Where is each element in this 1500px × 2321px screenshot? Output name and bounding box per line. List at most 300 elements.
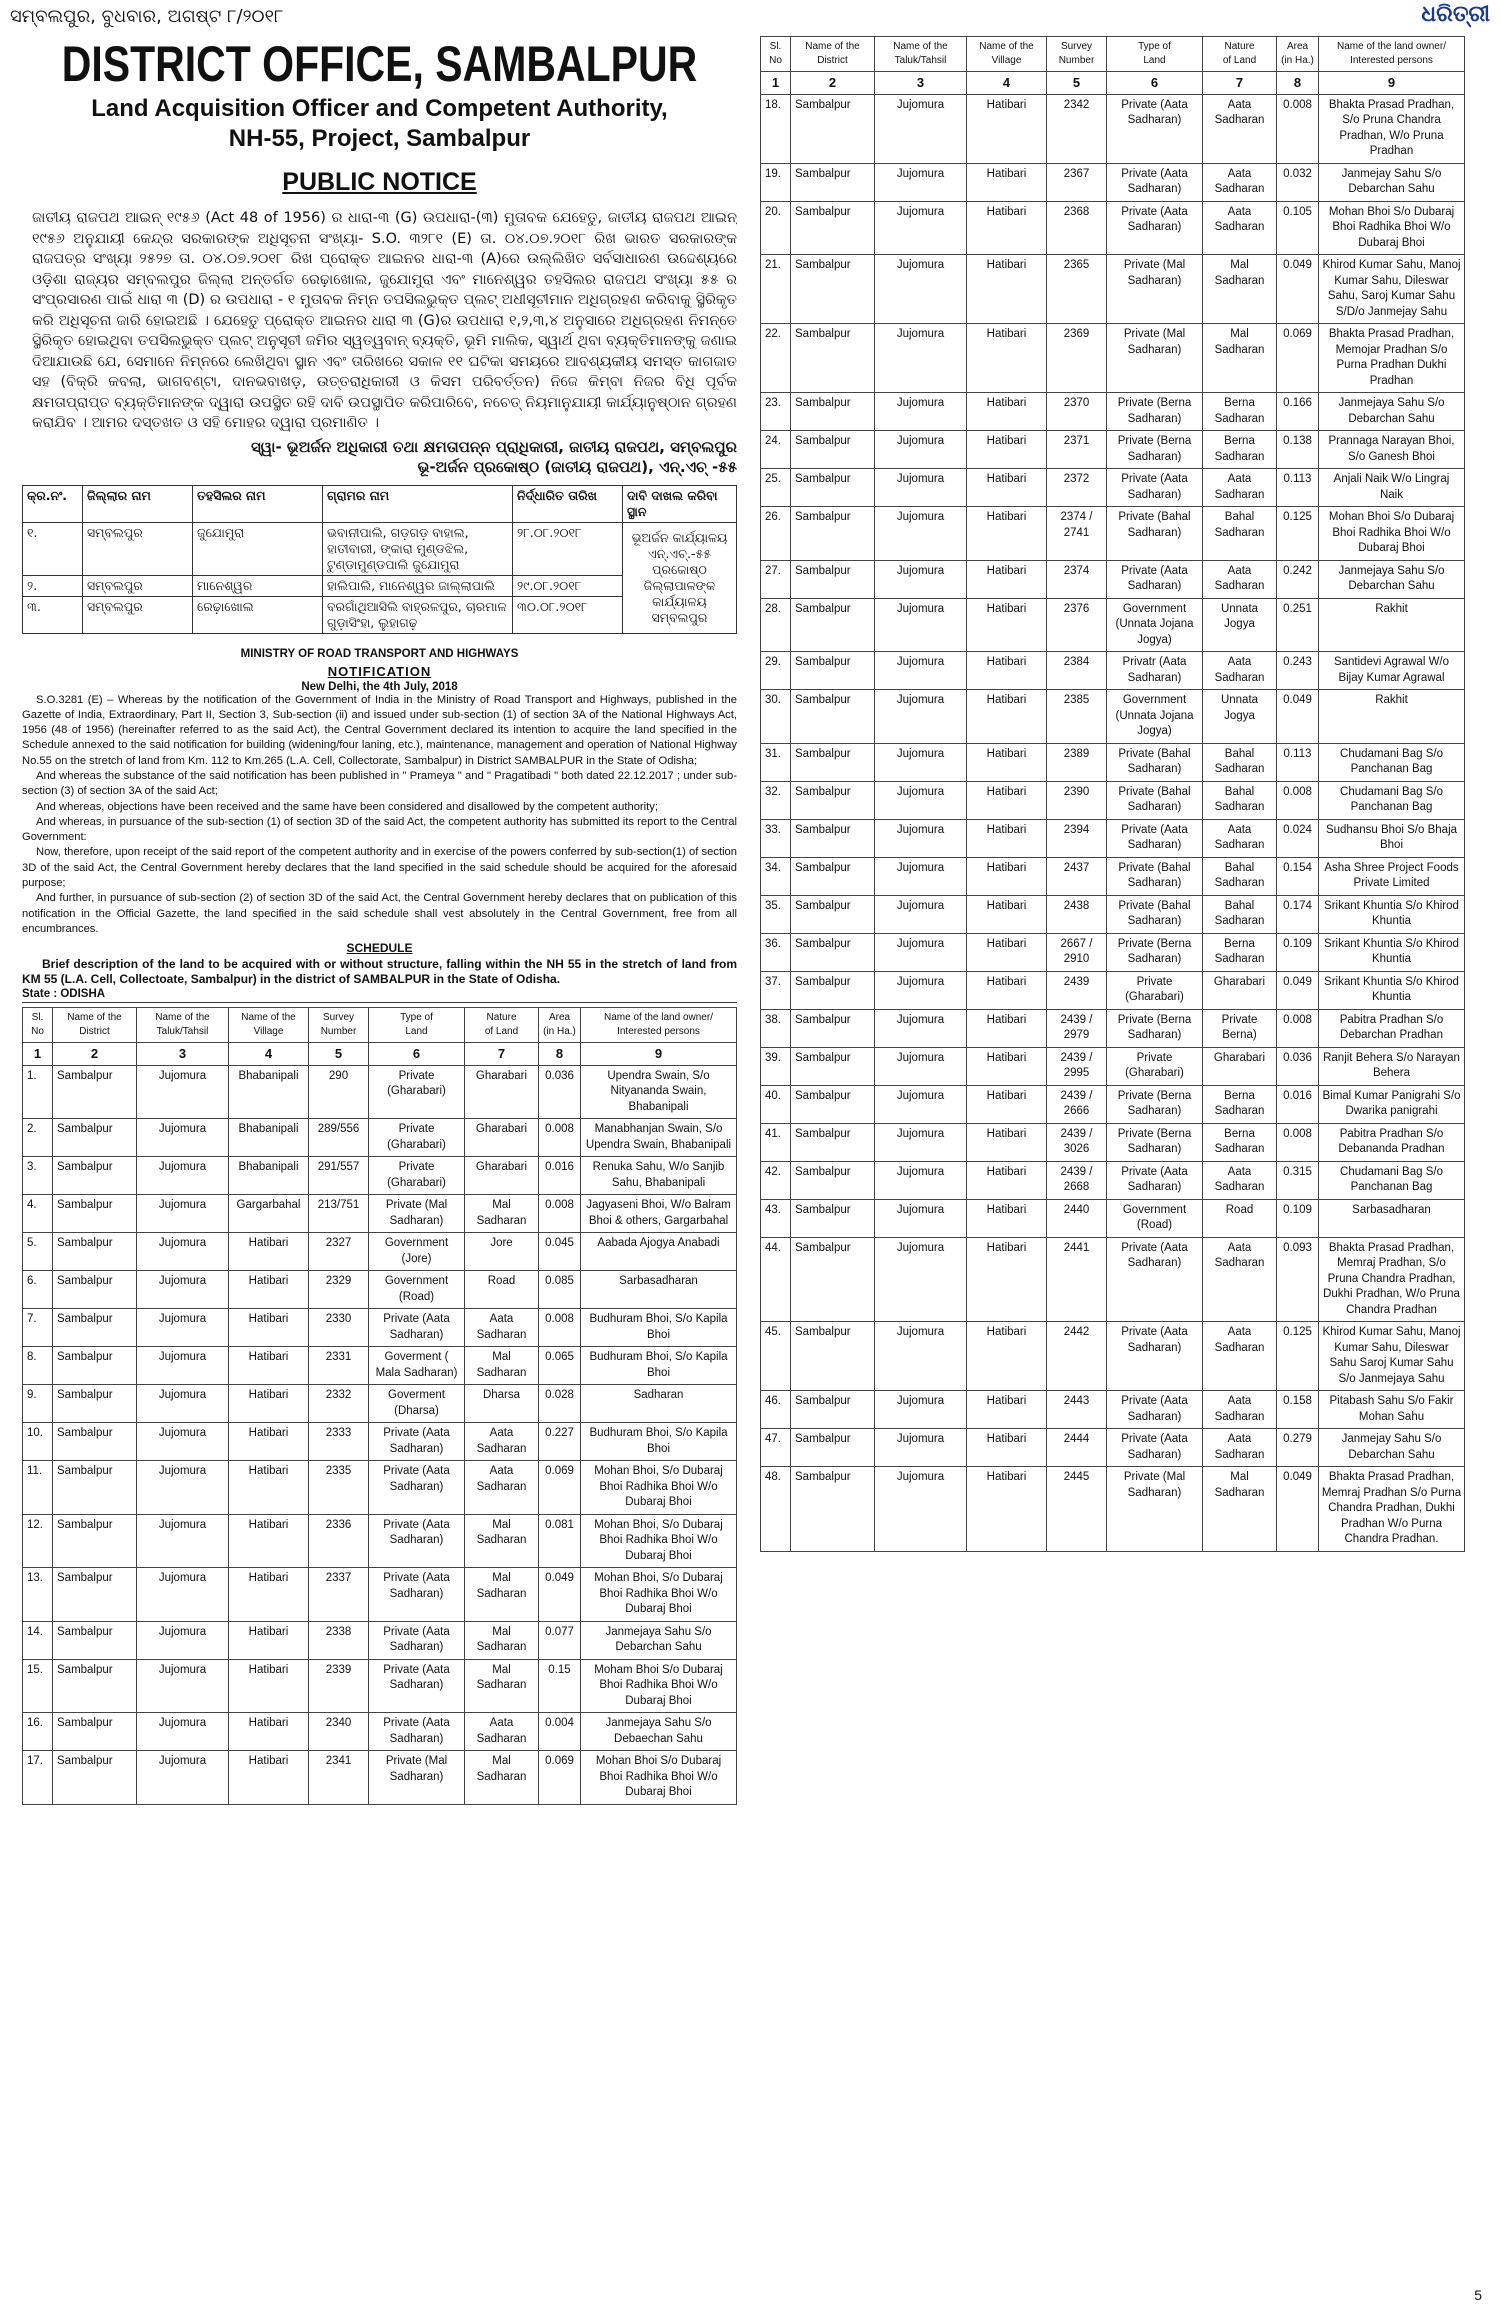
schedule-cell-village: Bhabanipali <box>229 1157 309 1195</box>
schedule-cell-tahsil: Jujomura <box>875 163 967 201</box>
schedule-column-header <box>23 1008 53 1043</box>
schedule-cell-type: Private (Mal Sadharan) <box>369 1751 465 1805</box>
schedule-cell-owner: Janmejay Sahu S/o Debarchan Sahu <box>1319 163 1465 201</box>
schedule-cell-owner: Bhakta Prasad Pradhan, Memraj Pradhan, S/o Pruna Chandra Pradhan, Dukhi Pradhan, W/o Pruna Chandra Pradhan <box>1319 1237 1465 1322</box>
schedule-cell-tahsil: Jujomura <box>137 1423 229 1461</box>
schedule-header-line1: Name of the land owner/ <box>1337 41 1446 52</box>
schedule-header-line2: District <box>79 1026 110 1038</box>
schedule-cell-tahsil: Jujomura <box>875 469 967 507</box>
office-subtitle-line2: NH-55, Project, Sambalpur <box>228 125 531 152</box>
schedule-header-line1: Sl. <box>31 1012 44 1024</box>
schedule-cell-nature: Gharabari <box>465 1065 539 1119</box>
schedule-cell-tahsil: Jujomura <box>137 1271 229 1309</box>
schedule-cell-owner: Mohan Bhoi, S/o Dubaraj Bhoi Radhika Bhoi W/o Dubaraj Bhoi <box>581 1514 737 1568</box>
schedule-cell-district: Sambalpur <box>791 1199 875 1237</box>
schedule-cell-nature: Aata Sadharan <box>465 1461 539 1515</box>
schedule-cell-type: Private (Aata Sadharan) <box>1107 1161 1203 1199</box>
odia-column-header: ଗ୍ରାମର ନାମ <box>323 485 513 522</box>
schedule-cell-sl: 21. <box>761 255 791 324</box>
schedule-cell-village: Hatibari <box>229 1309 309 1347</box>
schedule-cell-survey: 2439 / 2995 <box>1047 1047 1107 1085</box>
schedule-column-header <box>791 37 875 72</box>
schedule-cell-type: Private (Aata Sadharan) <box>1107 163 1203 201</box>
schedule-cell-owner: Rakhit <box>1319 598 1465 652</box>
schedule-cell-owner: Manabhanjan Swain, S/o Upendra Swain, Bhabanipali <box>581 1119 737 1157</box>
schedule-header-line1: Type of <box>1138 41 1171 52</box>
schedule-header-line2: Number <box>1058 55 1095 66</box>
schedule-cell-sl: 40. <box>761 1085 791 1123</box>
schedule-cell-type: Government (Jore) <box>369 1233 465 1271</box>
schedule-cell-tahsil: Jujomura <box>137 1713 229 1751</box>
schedule-cell-owner: Prannaga Narayan Bhoi, S/o Ganesh Bhoi <box>1319 431 1465 469</box>
schedule-row <box>23 1514 737 1568</box>
dateline: ସମ୍ବଲପୁର, ବୁଧବାର, ଅଗଷ୍ଟ ୮/୨୦୧୮ <box>10 6 284 27</box>
schedule-cell-sl: 8. <box>23 1347 53 1385</box>
schedule-cell-district: Sambalpur <box>791 933 875 971</box>
schedule-row <box>761 1237 1465 1322</box>
schedule-cell-village: Hatibari <box>967 1047 1047 1085</box>
schedule-cell-nature: Mal Sadharan <box>465 1751 539 1805</box>
schedule-cell-type: Government (Unnata Jojana Jogya) <box>1107 690 1203 744</box>
schedule-header-line2: Taluk/Tahsil <box>894 55 947 66</box>
schedule-cell-district: Sambalpur <box>791 1009 875 1047</box>
schedule-cell-type: Private (Aata Sadharan) <box>369 1568 465 1622</box>
schedule-column-number: 8 <box>539 1043 581 1066</box>
schedule-cell-area: 0.081 <box>539 1514 581 1568</box>
schedule-cell-district: Sambalpur <box>791 560 875 598</box>
schedule-cell-village: Hatibari <box>229 1621 309 1659</box>
schedule-cell-area: 0.242 <box>1277 560 1319 598</box>
schedule-cell-owner: Asha Shree Project Foods Private Limited <box>1319 857 1465 895</box>
schedule-cell-owner: Pabitra Pradhan S/o Debarchan Pradhan <box>1319 1009 1465 1047</box>
odia-column-header: କ୍ର.ନଂ. <box>23 485 83 522</box>
schedule-row <box>761 393 1465 431</box>
schedule-cell-district: Sambalpur <box>791 652 875 690</box>
notification-heading: NOTIFICATION <box>327 663 432 679</box>
schedule-cell-owner: Bhakta Prasad Pradhan, Memraj Pradhan S/o Purna Chandra Pradhan, Dukhi Pradhan W/o Purna Chandra Pradhan. <box>1319 1467 1465 1552</box>
schedule-cell-village: Hatibari <box>967 1391 1047 1429</box>
schedule-cell-nature: Aata Sadharan <box>1203 469 1277 507</box>
schedule-cell-survey: 2370 <box>1047 393 1107 431</box>
schedule-cell-village: Hatibari <box>967 163 1047 201</box>
schedule-cell-village: Hatibari <box>967 1085 1047 1123</box>
schedule-cell-village: Hatibari <box>967 507 1047 561</box>
schedule-cell-type: Private (Bahal Sadharan) <box>1107 895 1203 933</box>
schedule-cell-area: 0.15 <box>539 1659 581 1713</box>
schedule-cell-area: 0.113 <box>1277 743 1319 781</box>
schedule-cell-type: Private (Berna Sadharan) <box>1107 431 1203 469</box>
schedule-column-number-row <box>761 72 1465 95</box>
schedule-cell-survey: 213/751 <box>309 1195 369 1233</box>
schedule-header-line1: Name of the <box>805 41 860 52</box>
schedule-cell-owner: Jagyaseni Bhoi, W/o Balram Bhoi & others, Gargarbahal <box>581 1195 737 1233</box>
schedule-cell-type: Private (Aata Sadharan) <box>1107 1429 1203 1467</box>
schedule-header-line1: Type of <box>400 1012 433 1024</box>
office-subtitle-line1: Land Acquisition Officer and Competent Authority, <box>91 95 668 122</box>
odia-signature <box>22 437 737 477</box>
schedule-cell-owner: Chudamani Bag S/o Panchanan Bag <box>1319 781 1465 819</box>
schedule-cell-sl: 29. <box>761 652 791 690</box>
schedule-cell-nature: Gharabari <box>1203 971 1277 1009</box>
odia-cell-villages: ବରଗାଁଥିଆସିଲି ବାହ୍ରଳପୁର, ଚାରମାଳ ଗୁଡ଼ାସିଂହା, ଲୁହାଗଢ଼ <box>323 596 513 633</box>
schedule-cell-district: Sambalpur <box>791 201 875 255</box>
schedule-cell-type: Private (Gharabari) <box>1107 971 1203 1009</box>
schedule-cell-survey: 2369 <box>1047 324 1107 393</box>
schedule-cell-owner: Sarbasadharan <box>581 1271 737 1309</box>
schedule-cell-owner: Pabitra Pradhan S/o Debananda Pradhan <box>1319 1123 1465 1161</box>
notification-place-date: New Delhi, the 4th July, 2018 <box>301 680 458 693</box>
schedule-cell-owner: Sadharan <box>581 1385 737 1423</box>
schedule-cell-type: Private (Mal Sadharan) <box>1107 1467 1203 1552</box>
schedule-header-line1: Nature <box>486 1012 517 1024</box>
odia-signature-line2: ଭୂ-ଅର୍ଜନ ପ୍ରକୋଷ୍ଠ (ଜାତୀୟ ରାଜପଥ), ଏନ୍.ଏଚ୍ -୫୫ <box>417 457 737 476</box>
schedule-cell-type: Private (Aata Sadharan) <box>369 1309 465 1347</box>
schedule-cell-owner: Bhakta Prasad Pradhan, Memojar Pradhan S/o Purna Pradhan Dukhi Pradhan <box>1319 324 1465 393</box>
left-column <box>22 36 737 2286</box>
odia-cell-no: ୩. <box>23 596 83 633</box>
schedule-cell-owner: Renuka Sahu, W/o Sanjib Sahu, Bhabanipali <box>581 1157 737 1195</box>
schedule-cell-owner: Moham Bhoi S/o Dubaraj Bhoi Radhika Bhoi W/o Dubaraj Bhoi <box>581 1659 737 1713</box>
schedule-column-number: 7 <box>465 1043 539 1066</box>
schedule-column-number: 3 <box>875 72 967 95</box>
schedule-cell-type: Private (Aata Sadharan) <box>1107 560 1203 598</box>
schedule-cell-area: 0.049 <box>1277 971 1319 1009</box>
schedule-column-header <box>369 1008 465 1043</box>
schedule-row <box>761 94 1465 163</box>
schedule-cell-nature: Bahal Sadharan <box>1203 895 1277 933</box>
schedule-cell-district: Sambalpur <box>53 1385 137 1423</box>
schedule-row <box>761 163 1465 201</box>
schedule-cell-type: Government (Road) <box>369 1271 465 1309</box>
odia-signature-line1: ସ୍ୱା- ଭୂଅର୍ଜନ ଅଧିକାରୀ ତଥା କ୍ଷମତାପନ୍ନ ପ୍ରାଧିକାରୀ, ଜାତୀୟ ରାଜପଥ, ସମ୍ବଲପୁର <box>250 437 737 456</box>
schedule-cell-type: Private (Bahal Sadharan) <box>1107 507 1203 561</box>
schedule-cell-nature: Bahal Sadharan <box>1203 857 1277 895</box>
schedule-cell-district: Sambalpur <box>53 1659 137 1713</box>
schedule-cell-village: Bhabanipali <box>229 1119 309 1157</box>
schedule-cell-nature: Aata Sadharan <box>1203 201 1277 255</box>
schedule-cell-survey: 2371 <box>1047 431 1107 469</box>
odia-hearing-table <box>22 485 737 634</box>
schedule-cell-owner: Mohan Bhoi S/o Dubaraj Bhoi Radhika Bhoi W/o Dubaraj Bhoi <box>1319 507 1465 561</box>
schedule-cell-area: 0.008 <box>539 1119 581 1157</box>
schedule-column-number: 6 <box>369 1043 465 1066</box>
schedule-header-row <box>761 37 1465 72</box>
schedule-cell-village: Hatibari <box>229 1233 309 1271</box>
schedule-cell-sl: 11. <box>23 1461 53 1515</box>
schedule-cell-type: Goverment ( Mala Sadharan) <box>369 1347 465 1385</box>
schedule-cell-village: Hatibari <box>967 255 1047 324</box>
schedule-cell-district: Sambalpur <box>791 743 875 781</box>
schedule-cell-sl: 12. <box>23 1514 53 1568</box>
schedule-cell-area: 0.016 <box>539 1157 581 1195</box>
schedule-cell-tahsil: Jujomura <box>875 971 967 1009</box>
schedule-cell-survey: 2440 <box>1047 1199 1107 1237</box>
schedule-column-header <box>1277 37 1319 72</box>
schedule-cell-area: 0.008 <box>1277 781 1319 819</box>
schedule-cell-type: Private (Aata Sadharan) <box>369 1423 465 1461</box>
schedule-cell-area: 0.065 <box>539 1347 581 1385</box>
schedule-cell-owner: Budhuram Bhoi, S/o Kapila Bhoi <box>581 1423 737 1461</box>
schedule-cell-type: Private (Berna Sadharan) <box>1107 1123 1203 1161</box>
schedule-cell-survey: 2445 <box>1047 1467 1107 1552</box>
schedule-cell-district: Sambalpur <box>791 781 875 819</box>
schedule-column-header <box>1107 37 1203 72</box>
schedule-row <box>23 1119 737 1157</box>
schedule-cell-district: Sambalpur <box>791 1085 875 1123</box>
schedule-cell-sl: 9. <box>23 1385 53 1423</box>
schedule-cell-nature: Unnata Jogya <box>1203 598 1277 652</box>
schedule-cell-owner: Mohan Bhoi, S/o Dubaraj Bhoi Radhika Bhoi W/o Dubaraj Bhoi <box>581 1568 737 1622</box>
schedule-cell-owner: Janmejaya Sahu S/o Debarchan Sahu <box>1319 560 1465 598</box>
schedule-cell-sl: 17. <box>23 1751 53 1805</box>
schedule-cell-nature: Berna Sadharan <box>1203 1085 1277 1123</box>
schedule-column-header <box>465 1008 539 1043</box>
schedule-cell-area: 0.049 <box>1277 1467 1319 1552</box>
schedule-cell-sl: 28. <box>761 598 791 652</box>
schedule-cell-nature: Gharabari <box>465 1119 539 1157</box>
schedule-cell-type: Private (Bahal Sadharan) <box>1107 743 1203 781</box>
schedule-row <box>761 1085 1465 1123</box>
schedule-header-line2: Taluk/Tahsil <box>156 1026 209 1038</box>
schedule-cell-owner: Chudamani Bag S/o Panchanan Bag <box>1319 1161 1465 1199</box>
schedule-cell-type: Private (Berna Sadharan) <box>1107 1085 1203 1123</box>
schedule-row <box>23 1621 737 1659</box>
schedule-cell-district: Sambalpur <box>791 1161 875 1199</box>
schedule-cell-area: 0.036 <box>1277 1047 1319 1085</box>
schedule-cell-owner: Budhuram Bhoi, S/o Kapila Bhoi <box>581 1309 737 1347</box>
schedule-cell-nature: Aata Sadharan <box>1203 1161 1277 1199</box>
schedule-cell-survey: 2384 <box>1047 652 1107 690</box>
schedule-heading: SCHEDULE <box>346 941 413 956</box>
schedule-column-header <box>53 1008 137 1043</box>
schedule-cell-village: Hatibari <box>967 743 1047 781</box>
schedule-cell-survey: 289/556 <box>309 1119 369 1157</box>
schedule-cell-sl: 31. <box>761 743 791 781</box>
schedule-cell-sl: 45. <box>761 1322 791 1391</box>
schedule-header-line2: District <box>817 55 848 66</box>
schedule-cell-type: Private (Gharabari) <box>369 1065 465 1119</box>
schedule-cell-sl: 35. <box>761 895 791 933</box>
schedule-cell-village: Hatibari <box>967 690 1047 744</box>
schedule-cell-village: Hatibari <box>229 1385 309 1423</box>
schedule-cell-district: Sambalpur <box>791 971 875 1009</box>
schedule-cell-nature: Aata Sadharan <box>1203 1322 1277 1391</box>
schedule-cell-area: 0.036 <box>539 1065 581 1119</box>
schedule-cell-village: Hatibari <box>967 933 1047 971</box>
schedule-cell-survey: 2376 <box>1047 598 1107 652</box>
schedule-cell-sl: 32. <box>761 781 791 819</box>
schedule-cell-type: Private (Berna Sadharan) <box>1107 933 1203 971</box>
schedule-cell-sl: 14. <box>23 1621 53 1659</box>
schedule-header-line1: Sl. <box>769 41 782 52</box>
schedule-cell-nature: Mal Sadharan <box>465 1659 539 1713</box>
schedule-cell-district: Sambalpur <box>53 1713 137 1751</box>
schedule-cell-type: Government (Road) <box>1107 1199 1203 1237</box>
schedule-cell-survey: 2667 / 2910 <box>1047 933 1107 971</box>
schedule-cell-district: Sambalpur <box>53 1195 137 1233</box>
schedule-cell-district: Sambalpur <box>53 1271 137 1309</box>
schedule-cell-tahsil: Jujomura <box>875 431 967 469</box>
schedule-cell-area: 0.158 <box>1277 1391 1319 1429</box>
schedule-cell-owner: Aabada Ajogya Anabadi <box>581 1233 737 1271</box>
schedule-row <box>23 1423 737 1461</box>
schedule-cell-tahsil: Jujomura <box>875 94 967 163</box>
schedule-cell-village: Hatibari <box>967 431 1047 469</box>
schedule-cell-village: Bhabanipali <box>229 1065 309 1119</box>
schedule-cell-nature: Jore <box>465 1233 539 1271</box>
schedule-column-header <box>539 1008 581 1043</box>
schedule-column-number: 1 <box>23 1043 53 1066</box>
schedule-row <box>761 1047 1465 1085</box>
schedule-cell-sl: 25. <box>761 469 791 507</box>
schedule-cell-area: 0.049 <box>1277 255 1319 324</box>
schedule-cell-sl: 47. <box>761 1429 791 1467</box>
schedule-cell-sl: 27. <box>761 560 791 598</box>
schedule-cell-nature: Mal Sadharan <box>465 1195 539 1233</box>
schedule-cell-type: Goverment (Dharsa) <box>369 1385 465 1423</box>
schedule-cell-tahsil: Jujomura <box>875 560 967 598</box>
schedule-cell-village: Hatibari <box>967 94 1047 163</box>
schedule-cell-owner: Bhakta Prasad Pradhan, S/o Pruna Chandra Pradhan, W/o Pruna Pradhan <box>1319 94 1465 163</box>
ministry-name: MINISTRY OF ROAD TRANSPORT AND HIGHWAYS <box>240 647 519 660</box>
schedule-cell-type: Private (Aata Sadharan) <box>1107 1322 1203 1391</box>
schedule-cell-tahsil: Jujomura <box>137 1621 229 1659</box>
schedule-cell-sl: 38. <box>761 1009 791 1047</box>
schedule-cell-survey: 291/557 <box>309 1157 369 1195</box>
schedule-cell-tahsil: Jujomura <box>875 201 967 255</box>
schedule-header-line2: Number <box>320 1026 357 1038</box>
schedule-cell-sl: 39. <box>761 1047 791 1085</box>
schedule-cell-owner: Budhuram Bhoi, S/o Kapila Bhoi <box>581 1347 737 1385</box>
schedule-cell-type: Private (Mal Sadharan) <box>1107 324 1203 393</box>
schedule-cell-village: Hatibari <box>229 1568 309 1622</box>
schedule-cell-area: 0.069 <box>539 1751 581 1805</box>
schedule-cell-village: Hatibari <box>967 1322 1047 1391</box>
schedule-cell-tahsil: Jujomura <box>875 690 967 744</box>
schedule-cell-district: Sambalpur <box>53 1461 137 1515</box>
masthead <box>10 2 1490 36</box>
schedule-cell-tahsil: Jujomura <box>137 1065 229 1119</box>
schedule-cell-survey: 2439 / 3026 <box>1047 1123 1107 1161</box>
schedule-header-line2: No <box>769 55 782 66</box>
schedule-cell-tahsil: Jujomura <box>875 1009 967 1047</box>
schedule-cell-owner: Janmejaya Sahu S/o Debaechan Sahu <box>581 1713 737 1751</box>
schedule-cell-owner: Mohan Bhoi S/o Dubaraj Bhoi Radhika Bhoi W/o Dubaraj Bhoi <box>1319 201 1465 255</box>
schedule-cell-village: Hatibari <box>967 857 1047 895</box>
schedule-row <box>761 469 1465 507</box>
schedule-cell-tahsil: Jujomura <box>137 1461 229 1515</box>
schedule-cell-sl: 19. <box>761 163 791 201</box>
schedule-cell-sl: 41. <box>761 1123 791 1161</box>
notification-paragraph: And whereas, in pursuance of the sub-section (1) of section 3D of the said Act, the competent authority has submitted its report to the Central Government: <box>22 815 737 844</box>
schedule-column-header <box>967 37 1047 72</box>
schedule-cell-village: Hatibari <box>967 469 1047 507</box>
schedule-column-number: 2 <box>791 72 875 95</box>
schedule-cell-village: Hatibari <box>967 324 1047 393</box>
schedule-cell-district: Sambalpur <box>791 1047 875 1085</box>
schedule-row <box>761 1009 1465 1047</box>
schedule-cell-survey: 2327 <box>309 1233 369 1271</box>
schedule-cell-tahsil: Jujomura <box>875 1429 967 1467</box>
schedule-cell-type: Private (Aata Sadharan) <box>1107 819 1203 857</box>
schedule-cell-nature: Road <box>1203 1199 1277 1237</box>
schedule-cell-area: 0.069 <box>1277 324 1319 393</box>
schedule-cell-sl: 5. <box>23 1233 53 1271</box>
schedule-row <box>23 1157 737 1195</box>
schedule-cell-survey: 2372 <box>1047 469 1107 507</box>
schedule-cell-sl: 44. <box>761 1237 791 1322</box>
schedule-cell-survey: 2439 <box>1047 971 1107 1009</box>
schedule-column-number: 4 <box>229 1043 309 1066</box>
schedule-row <box>761 781 1465 819</box>
schedule-cell-tahsil: Jujomura <box>875 857 967 895</box>
schedule-cell-tahsil: Jujomura <box>875 1123 967 1161</box>
schedule-cell-survey: 2439 / 2979 <box>1047 1009 1107 1047</box>
schedule-row <box>23 1309 737 1347</box>
schedule-cell-type: Private (Aata Sadharan) <box>369 1461 465 1515</box>
schedule-row <box>23 1659 737 1713</box>
schedule-cell-village: Hatibari <box>229 1659 309 1713</box>
schedule-header-line1: Survey <box>1060 41 1093 52</box>
schedule-cell-survey: 2439 / 2666 <box>1047 1085 1107 1123</box>
schedule-cell-type: Private (Aata Sadharan) <box>369 1621 465 1659</box>
schedule-cell-area: 0.008 <box>1277 1009 1319 1047</box>
schedule-row <box>23 1461 737 1515</box>
schedule-row <box>23 1568 737 1622</box>
schedule-row <box>23 1195 737 1233</box>
schedule-cell-village: Hatibari <box>967 895 1047 933</box>
schedule-cell-owner: Janmejay Sahu S/o Debarchan Sahu <box>1319 1429 1465 1467</box>
schedule-header-line2: Land <box>405 1026 428 1038</box>
schedule-cell-sl: 13. <box>23 1568 53 1622</box>
schedule-cell-survey: 2332 <box>309 1385 369 1423</box>
schedule-cell-district: Sambalpur <box>53 1309 137 1347</box>
schedule-cell-village: Hatibari <box>229 1347 309 1385</box>
schedule-cell-sl: 48. <box>761 1467 791 1552</box>
schedule-cell-owner: Srikant Khuntia S/o Khirod Khuntia <box>1319 933 1465 971</box>
schedule-column-number: 9 <box>581 1043 737 1066</box>
schedule-cell-nature: Berna Sadharan <box>1203 431 1277 469</box>
public-notice-heading: PUBLIC NOTICE <box>282 168 477 196</box>
schedule-cell-area: 0.028 <box>539 1385 581 1423</box>
schedule-row <box>23 1233 737 1271</box>
schedule-column-number: 7 <box>1203 72 1277 95</box>
newspaper-logo: ଧରିତ୍ରୀ <box>1421 2 1490 27</box>
schedule-header-line1: Name of the <box>893 41 948 52</box>
schedule-cell-area: 0.008 <box>1277 1123 1319 1161</box>
schedule-cell-tahsil: Jujomura <box>875 819 967 857</box>
schedule-cell-area: 0.008 <box>539 1309 581 1347</box>
schedule-cell-nature: Mal Sadharan <box>1203 1467 1277 1552</box>
schedule-cell-nature: Aata Sadharan <box>465 1713 539 1751</box>
schedule-cell-district: Sambalpur <box>791 1429 875 1467</box>
schedule-cell-area: 0.125 <box>1277 507 1319 561</box>
schedule-cell-owner: Khirod Kumar Sahu, Manoj Kumar Sahu, Dileswar Sahu Saroj Kumar Sahu S/o Janmejaya Sahu <box>1319 1322 1465 1391</box>
schedule-description: Brief description of the land to be acquired with or without structure, falling within the NH 55 in the stretch of land from KM 55 (L.A. Cell, Collectoate, Sambalpur) in the district of SAMBALPUR in the State of Odisha. <box>22 957 737 987</box>
schedule-cell-survey: 2342 <box>1047 94 1107 163</box>
schedule-table-right <box>760 36 1465 1552</box>
odia-cell-district: ସମ୍ବଲପୁର <box>83 575 193 596</box>
schedule-header-line2: of Land <box>1222 55 1257 66</box>
schedule-cell-village: Hatibari <box>967 781 1047 819</box>
schedule-cell-sl: 3. <box>23 1157 53 1195</box>
schedule-cell-village: Hatibari <box>967 1123 1047 1161</box>
schedule-cell-district: Sambalpur <box>53 1751 137 1805</box>
schedule-row <box>23 1347 737 1385</box>
schedule-cell-type: Private (Aata Sadharan) <box>1107 94 1203 163</box>
schedule-row <box>761 933 1465 971</box>
odia-cell-no: ୨. <box>23 575 83 596</box>
